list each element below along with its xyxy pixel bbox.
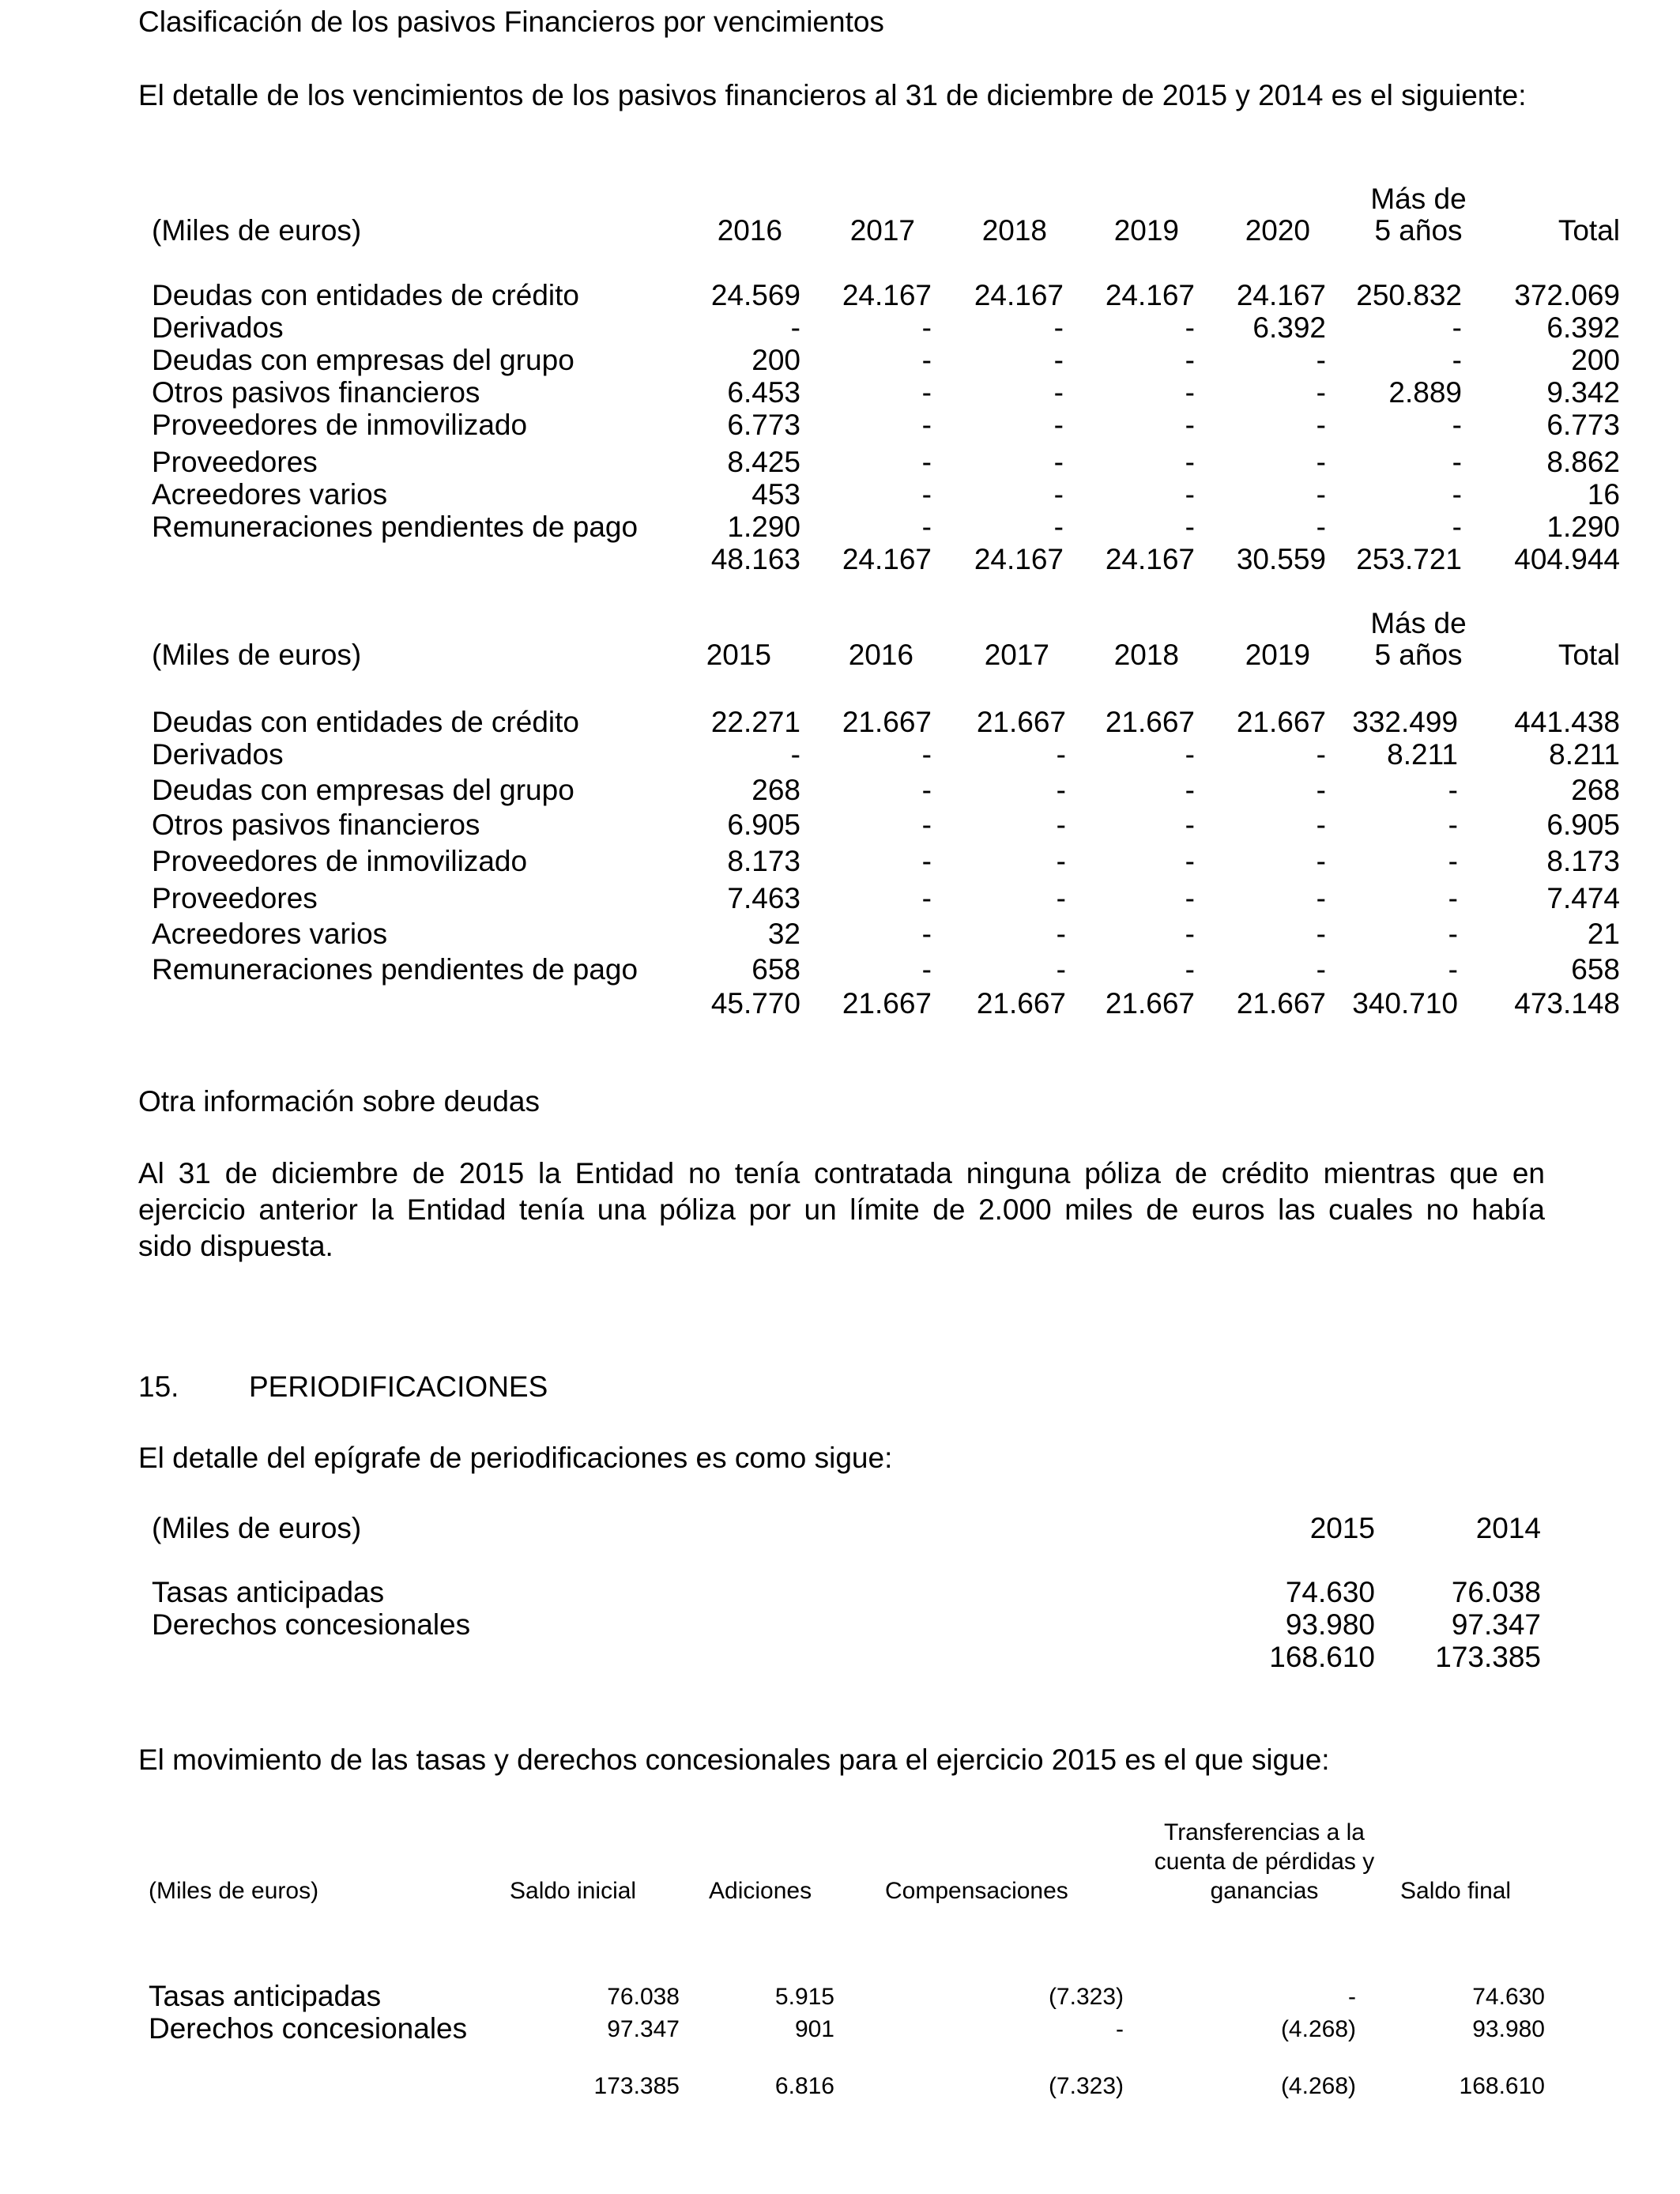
table-row-label: Deudas con entidades de crédito [152, 279, 579, 311]
periodif-row-label: Tasas anticipadas [152, 1576, 385, 1608]
table-cell: 32 [767, 918, 800, 950]
table-cell: - [1316, 809, 1326, 841]
table-cell: - [921, 809, 932, 841]
table-cell: 1.290 [727, 511, 800, 543]
table-row-label: Proveedores [152, 882, 318, 914]
table-cell: 8.173 [727, 845, 800, 877]
table-cell: 21.667 [1105, 706, 1195, 738]
table-row-label: Deudas con empresas del grupo [152, 344, 574, 376]
table-total-cell: (4.268) [1280, 2073, 1356, 2099]
para-otra-line-2: ejercicio anterior la Entidad tenía una póliza por un límite de 2.000 miles de euros las cuales no había [138, 1193, 1545, 1226]
periodif-row-value: 93.980 [1285, 1608, 1375, 1641]
mov-header-saldo-inicial: Saldo inicial [510, 1878, 637, 1904]
table-cell: - [1185, 918, 1195, 950]
table-row-label: Otros pasivos financieros [152, 376, 480, 409]
table-cell: 9.342 [1546, 376, 1620, 409]
section-title: PERIODIFICACIONES [249, 1370, 548, 1403]
table-cell: 8.425 [727, 446, 800, 478]
table-cell: - [1053, 478, 1064, 511]
mov-header-compensaciones: Compensaciones [885, 1878, 1068, 1904]
table-cell: 6.453 [727, 376, 800, 409]
table-cell: - [1316, 409, 1326, 441]
table-cell: - [1053, 511, 1064, 543]
table-cell: - [790, 738, 800, 771]
table-cell: - [1316, 918, 1326, 950]
table-cell: - [1053, 376, 1064, 409]
table-cell: 24.167 [974, 279, 1064, 311]
table-total-cell: 473.148 [1514, 987, 1620, 1020]
mov-header-adiciones: Adiciones [709, 1878, 812, 1904]
table-cell: 200 [751, 344, 800, 376]
table-row-label: Proveedores de inmovilizado [152, 845, 528, 877]
table-cell: 6.773 [1546, 409, 1620, 441]
table-cell: - [921, 311, 932, 344]
table-cell: - [1348, 1984, 1356, 2010]
table2015-year-5: 2020 [1245, 214, 1310, 247]
table-cell: (4.268) [1280, 2016, 1356, 2042]
table-cell: - [1053, 446, 1064, 478]
table-total-cell: (7.323) [1048, 2073, 1124, 2099]
table-cell: - [921, 376, 932, 409]
table-cell: - [921, 478, 932, 511]
periodif-row-value: 74.630 [1285, 1576, 1375, 1608]
table2015-year-3: 2018 [981, 214, 1047, 247]
table-cell: - [1185, 845, 1195, 877]
table-total-cell: 24.167 [1105, 543, 1195, 575]
table-row-label: Derivados [152, 738, 284, 771]
section-number: 15. [138, 1370, 179, 1403]
table-cell: 250.832 [1356, 279, 1462, 311]
table-total-cell: 21.667 [1236, 987, 1326, 1020]
table-cell: 76.038 [607, 1984, 680, 2010]
heading-pasivos: Clasificación de los pasivos Financieros por vencimientos [138, 6, 884, 38]
table-cell: - [921, 738, 932, 771]
table-cell: - [1056, 845, 1066, 877]
table-cell: - [1185, 311, 1195, 344]
table-cell: 8.211 [1387, 738, 1458, 771]
table-cell: - [1056, 882, 1066, 914]
table-cell: - [1185, 953, 1195, 986]
table-row-label: Otros pasivos financieros [152, 809, 480, 841]
table-total-cell: 24.167 [842, 543, 932, 575]
mov-header-transf-2: cuenta de pérdidas y [1154, 1849, 1375, 1875]
periodif-row-label: Derechos concesionales [152, 1608, 471, 1641]
periodif-col-2014: 2014 [1475, 1512, 1541, 1544]
table-cell: - [1185, 774, 1195, 806]
table-cell: 8.173 [1546, 845, 1620, 877]
table-cell: 372.069 [1514, 279, 1620, 311]
table-cell: 21.667 [976, 706, 1066, 738]
table-cell: - [1116, 2016, 1124, 2042]
table-cell: - [1185, 809, 1195, 841]
table-cell: - [921, 774, 932, 806]
mov-header-saldo-final: Saldo final [1400, 1878, 1512, 1904]
table-row-label: Derivados [152, 311, 284, 344]
table-total-cell: 48.163 [710, 543, 800, 575]
table-cell: - [1448, 774, 1458, 806]
table-cell: 16 [1587, 478, 1620, 511]
table-cell: 21.667 [1236, 706, 1326, 738]
table-cell: - [1448, 882, 1458, 914]
table-cell: 21 [1587, 918, 1620, 950]
para-otra-line-1: Al 31 de diciembre de 2015 la Entidad no tenía contratada ninguna póliza de crédito mientras que en [138, 1157, 1545, 1189]
table-cell: - [1452, 446, 1462, 478]
table-row-label: Remuneraciones pendientes de pago [152, 511, 638, 543]
table-cell: 268 [751, 774, 800, 806]
table-cell: - [921, 918, 932, 950]
table-cell: - [1452, 311, 1462, 344]
table2014-year-2: 2016 [848, 639, 913, 671]
table-total-cell: 340.710 [1352, 987, 1458, 1020]
table-total-cell: 45.770 [710, 987, 800, 1020]
table-cell: 6.392 [1546, 311, 1620, 344]
intro-movimiento: El movimiento de las tasas y derechos concesionales para el ejercicio 2015 es el que sigue: [138, 1744, 1330, 1776]
table-cell: 332.499 [1352, 706, 1458, 738]
table-cell: 200 [1571, 344, 1620, 376]
table-cell: - [1056, 809, 1066, 841]
table-cell: - [921, 882, 932, 914]
table-cell: - [921, 446, 932, 478]
table-cell: - [1056, 918, 1066, 950]
table2014-year-5: 2019 [1245, 639, 1310, 671]
table-cell: 7.463 [727, 882, 800, 914]
table-cell: 22.271 [710, 706, 800, 738]
periodif-total: 173.385 [1435, 1641, 1541, 1673]
mov-unit: (Miles de euros) [149, 1878, 319, 1904]
periodif-col-2015: 2015 [1309, 1512, 1375, 1544]
table-cell: - [1448, 845, 1458, 877]
table-cell: - [1316, 478, 1326, 511]
table-cell: - [1053, 409, 1064, 441]
table-cell: 21.667 [842, 706, 932, 738]
table-cell: - [1316, 376, 1326, 409]
table-cell: - [1452, 478, 1462, 511]
table-row-label: Proveedores [152, 446, 318, 478]
para-otra-informacion [138, 1155, 1545, 1265]
table-cell: 1.290 [1546, 511, 1620, 543]
intro-pasivos: El detalle de los vencimientos de los pasivos financieros al 31 de diciembre de 2015 y 2014 es el siguiente: [138, 79, 1527, 111]
table-cell: - [1316, 953, 1326, 986]
table-cell: 2.889 [1388, 376, 1462, 409]
table-cell: - [1448, 809, 1458, 841]
table-cell: 5.915 [774, 1984, 834, 2010]
table-cell: 6.905 [727, 809, 800, 841]
table-total-cell: 30.559 [1236, 543, 1326, 575]
table-cell: 24.569 [710, 279, 800, 311]
table-cell: - [1316, 446, 1326, 478]
table-total-cell: 404.944 [1514, 543, 1620, 575]
table-cell: - [1185, 446, 1195, 478]
table-cell: - [921, 953, 932, 986]
periodif-total: 168.610 [1269, 1641, 1375, 1673]
table2014-year-1: 2015 [706, 639, 771, 671]
table-row-label: Acreedores varios [152, 478, 388, 511]
table-row-label: Derechos concesionales [149, 2012, 468, 2045]
table-total-cell: 21.667 [842, 987, 932, 1020]
table2015-mas-line2: 5 años [1374, 214, 1463, 247]
table-row-label: Tasas anticipadas [149, 1980, 382, 2012]
table-cell: - [1056, 953, 1066, 986]
table-cell: 901 [794, 2016, 834, 2042]
table2014-mas-line1: Más de [1370, 607, 1467, 639]
table-total-cell: 6.816 [774, 2073, 834, 2099]
table-row-label: Remuneraciones pendientes de pago [152, 953, 638, 986]
table-row-label: Deudas con empresas del grupo [152, 774, 574, 806]
table-row-label: Acreedores varios [152, 918, 388, 950]
table-total-cell: 21.667 [976, 987, 1066, 1020]
table-cell: (7.323) [1048, 1984, 1124, 2010]
table2014-total-header: Total [1558, 639, 1620, 671]
table-cell: - [1053, 344, 1064, 376]
table-cell: 74.630 [1472, 1984, 1545, 2010]
table-cell: - [1185, 376, 1195, 409]
table2014-year-3: 2017 [984, 639, 1049, 671]
table2014-year-4: 2018 [1113, 639, 1179, 671]
periodif-row-value: 97.347 [1451, 1608, 1541, 1641]
table-total-cell: 168.610 [1459, 2073, 1545, 2099]
table-cell: - [1185, 478, 1195, 511]
table-cell: - [1316, 738, 1326, 771]
table2015-year-1: 2016 [717, 214, 782, 247]
table-cell: - [1452, 409, 1462, 441]
table2014-unit: (Miles de euros) [152, 639, 362, 671]
intro-periodificaciones: El detalle del epígrafe de periodificaciones es como sigue: [138, 1442, 893, 1474]
para-otra-line-3: sido dispuesta. [138, 1230, 333, 1262]
table-cell: 24.167 [842, 279, 932, 311]
table-cell: - [1316, 774, 1326, 806]
table-cell: 8.862 [1546, 446, 1620, 478]
table2014-mas-line2: 5 años [1374, 639, 1463, 671]
table-cell: - [1185, 511, 1195, 543]
table-cell: 97.347 [607, 2016, 680, 2042]
table-cell: - [921, 511, 932, 543]
table2015-mas-line1: Más de [1370, 183, 1467, 215]
table-total-cell: 21.667 [1105, 987, 1195, 1020]
table-cell: - [1316, 511, 1326, 543]
table-cell: 6.773 [727, 409, 800, 441]
periodif-unit: (Miles de euros) [152, 1512, 362, 1544]
table-cell: 6.392 [1252, 311, 1326, 344]
table-cell: 441.438 [1514, 706, 1620, 738]
table-cell: - [1452, 344, 1462, 376]
table2015-total-header: Total [1558, 214, 1620, 247]
table-row-label: Deudas con entidades de crédito [152, 706, 579, 738]
table-total-cell: 253.721 [1356, 543, 1462, 575]
table-cell: - [1056, 774, 1066, 806]
table-cell: - [921, 845, 932, 877]
table2015-unit: (Miles de euros) [152, 214, 362, 247]
table-cell: - [1448, 953, 1458, 986]
table-cell: - [1316, 344, 1326, 376]
mov-header-transf-1: Transferencias a la [1163, 1819, 1365, 1845]
table-cell: 658 [751, 953, 800, 986]
table2015-year-2: 2017 [849, 214, 915, 247]
table-cell: 8.211 [1549, 738, 1620, 771]
periodif-row-value: 76.038 [1451, 1576, 1541, 1608]
table-cell: 453 [751, 478, 800, 511]
table-cell: 6.905 [1546, 809, 1620, 841]
mov-header-transf-3: ganancias [1210, 1878, 1319, 1904]
table2015-year-4: 2019 [1113, 214, 1179, 247]
table-cell: - [1185, 882, 1195, 914]
table-cell: 7.474 [1546, 882, 1620, 914]
heading-otra-informacion: Otra información sobre deudas [138, 1085, 540, 1118]
table-cell: 24.167 [1236, 279, 1326, 311]
table-cell: - [1316, 882, 1326, 914]
table-cell: - [1056, 738, 1066, 771]
table-row-label: Proveedores de inmovilizado [152, 409, 528, 441]
table-total-cell: 173.385 [593, 2073, 680, 2099]
table-cell: - [1185, 344, 1195, 376]
table-total-cell: 24.167 [974, 543, 1064, 575]
table-cell: 658 [1571, 953, 1620, 986]
table-cell: 93.980 [1472, 2016, 1545, 2042]
table-cell: - [790, 311, 800, 344]
table-cell: 268 [1571, 774, 1620, 806]
table-cell: - [1316, 845, 1326, 877]
table-cell: - [921, 344, 932, 376]
table-cell: - [1053, 311, 1064, 344]
table-cell: - [1185, 738, 1195, 771]
table-cell: - [1185, 409, 1195, 441]
table-cell: - [1448, 918, 1458, 950]
table-cell: - [921, 409, 932, 441]
table-cell: 24.167 [1105, 279, 1195, 311]
table-cell: - [1452, 511, 1462, 543]
